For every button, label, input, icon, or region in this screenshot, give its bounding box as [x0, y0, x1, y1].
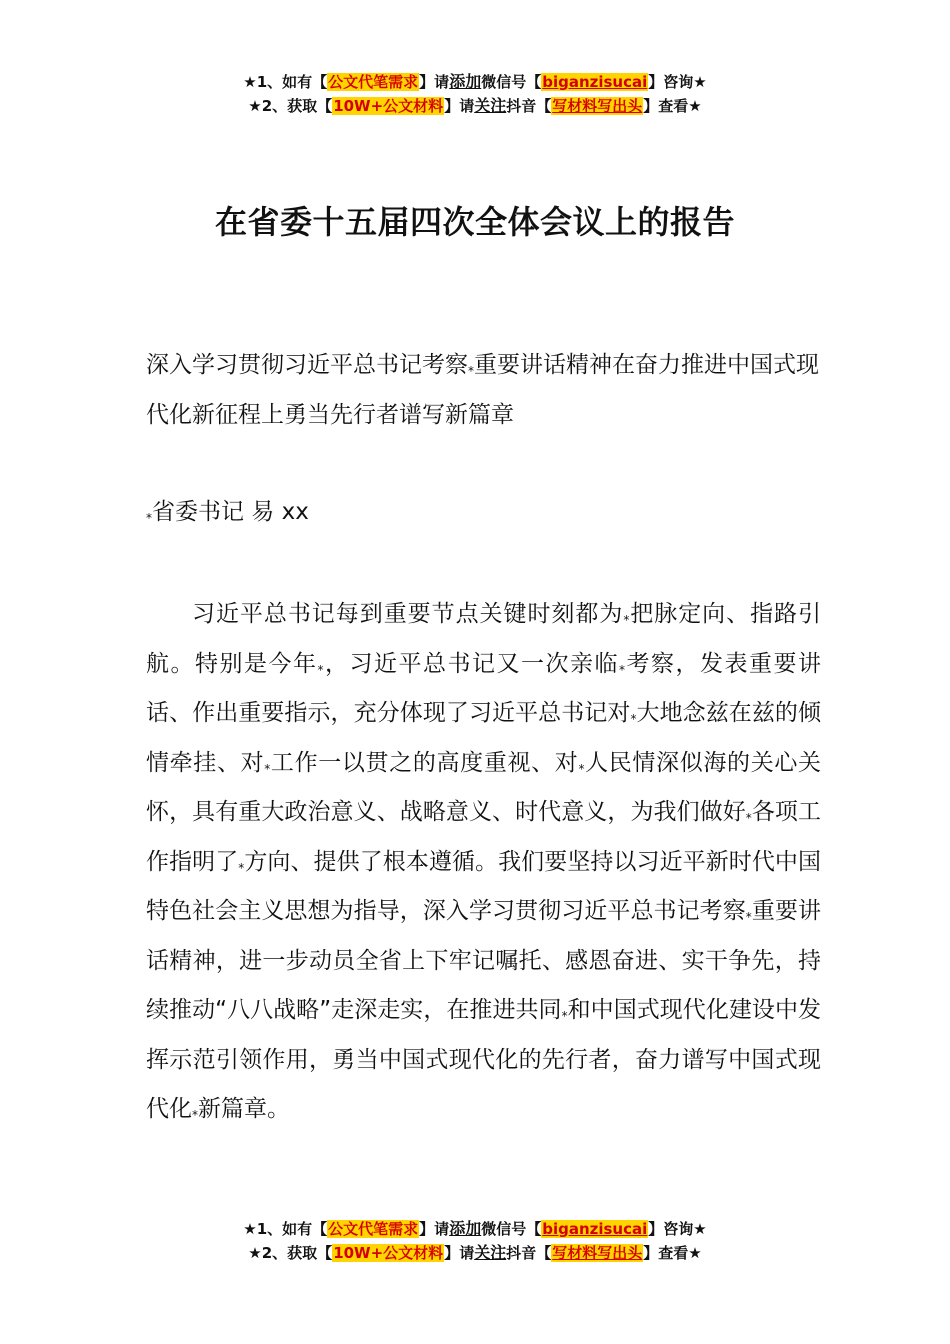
promo-text: 微信号【 — [481, 73, 542, 91]
promo-line-2 — [0, 94, 950, 118]
document-title: 在省委十五届四次全体会议上的报告 — [214, 203, 735, 241]
promo-line-1 — [0, 1217, 950, 1241]
promo-highlight: 公文代笔需求 — [328, 1220, 419, 1238]
placeholder-mark: * — [623, 613, 630, 627]
promo-keyword: 关注 — [474, 1243, 507, 1262]
promo-line-2 — [0, 1241, 950, 1265]
placeholder-mark: * — [317, 662, 324, 677]
promo-line-1 — [0, 70, 950, 94]
promo-wechat-id: biganzisucai — [542, 1220, 648, 1238]
document-author: *省委书记 易 xx — [146, 499, 309, 525]
promo-text: ★2、获取【 — [248, 1244, 333, 1262]
promo-douyin-id: 写材料写出头 — [552, 97, 643, 115]
promo-highlight: 公文代笔需求 — [328, 73, 419, 91]
promo-text: ★2、获取【 — [248, 97, 333, 115]
promo-keyword: 添加 — [449, 1219, 482, 1238]
placeholder-mark: * — [578, 761, 585, 776]
promo-douyin-id: 写材料写出头 — [552, 1244, 643, 1262]
placeholder-mark: * — [745, 910, 752, 924]
promo-text: 抖音【 — [506, 1244, 552, 1262]
promo-keyword: 关注 — [474, 96, 507, 115]
placeholder-mark: * — [619, 662, 625, 677]
promo-text: 】查看★ — [643, 97, 702, 115]
placeholder-mark: * — [264, 761, 271, 776]
promo-text: 】请 — [419, 1220, 450, 1238]
placeholder-mark: * — [745, 811, 752, 825]
promo-text: 】咨询★ — [648, 73, 707, 91]
placeholder-mark: * — [146, 511, 152, 525]
promo-text: 抖音【 — [506, 97, 552, 115]
promo-text: 】咨询★ — [648, 1220, 707, 1238]
promo-text: 】请 — [444, 97, 475, 115]
promo-text: 微信号【 — [481, 1220, 542, 1238]
promo-highlight: 10W+公文材料 — [333, 97, 444, 115]
promo-highlight: 10W+公文材料 — [333, 1244, 444, 1262]
body-paragraph: 习近平总书记每到重要节点关键时刻都为*把脉定向、指路引航。特别是今年*，习近平总书记又一次亲临*考察，发表重要讲话、作出重要指示，充分体现了习近平总书记对*大地念兹在兹的倾情牵挂、对*工作一以贯之的高度重视、对*人民情深似海的关心关怀，具有重大政治意义、战略意义、时代意义，为我们做好*各项工作指明了*方向、提供了根本遵循。我们要坚持以习近平新时代中国特色社会主义思想为指导，深入学习贯彻习近平总书记考察*重要讲话精神，进一步动员全省上下牢记嘱托、感恩奋进、实干争先，持续推动“八八战略”走深走实，在推进共同*和中国式现代化建设中发挥示范引领作用，勇当中国式现代化的先行者，奋力谱写中国式现代化*新篇章。 — [146, 601, 822, 1122]
promo-text: 】请 — [419, 73, 450, 91]
placeholder-mark: * — [238, 860, 245, 875]
promo-text: 】查看★ — [643, 1244, 702, 1262]
placeholder-mark: * — [192, 1108, 198, 1122]
promo-text: 】请 — [444, 1244, 475, 1262]
promo-wechat-id: biganzisucai — [542, 73, 648, 91]
placeholder-mark: * — [630, 712, 637, 726]
promo-keyword: 添加 — [449, 72, 482, 91]
placeholder-mark: * — [468, 364, 474, 378]
promo-text: ★1、如有【 — [243, 1220, 328, 1238]
top-promo-banner — [0, 70, 950, 118]
document-subtitle: 深入学习贯彻习近平总书记考察*重要讲话精神在奋力推进中国式现代化新征程上勇当先行者谱写新篇章 — [146, 352, 819, 428]
promo-text: ★1、如有【 — [243, 73, 328, 91]
bottom-promo-banner — [0, 1217, 950, 1265]
placeholder-mark: * — [561, 1009, 568, 1023]
